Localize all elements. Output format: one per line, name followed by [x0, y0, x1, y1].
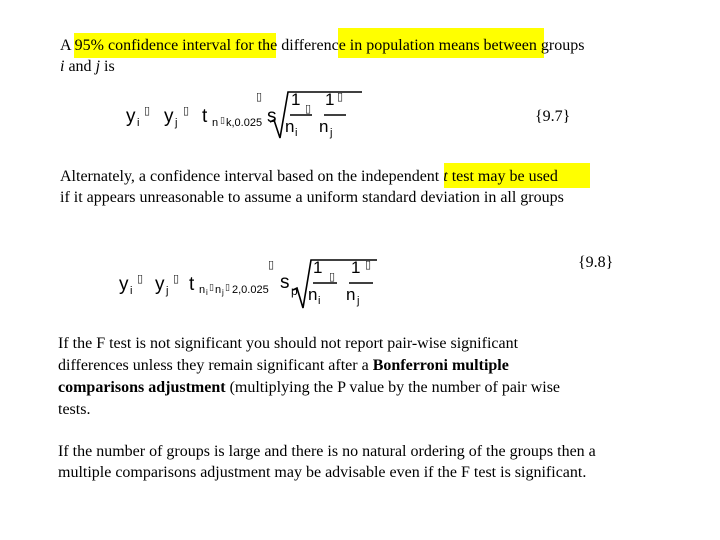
equation-number-9-8: {9.8} — [578, 254, 614, 271]
paragraph-1-line-2: i and j is — [60, 58, 115, 75]
paragraph-3-line-4: tests. — [58, 401, 91, 418]
equation-9-8: y i ▯ y j ▯ t n i ▯ n j ▯ 2,0.025 ▯ s p 1 n i ▯ 1 n j ▯ — [119, 258, 372, 307]
equation-9-8-radical — [291, 252, 381, 312]
paragraph-3-line-2: differences unless they remain significant after a Bonferroni multiple — [58, 357, 509, 374]
bold-comparisons-adjustment: comparisons adjustment — [58, 379, 226, 396]
paragraph-2-line-1: Alternately, a confidence interval based on the independent t test may be used — [60, 168, 558, 185]
paragraph-1-line-1: A 95% confidence interval for the difference in population means between groups — [60, 37, 585, 54]
paragraph-4-line-1: If the number of groups is large and there is no natural ordering of the groups then a — [58, 443, 596, 460]
paragraph-3-line-1: If the F test is not significant you should not report pair-wise significant — [58, 335, 519, 352]
highlighted-phrase-ci: 95% confidence interval for — [74, 37, 254, 54]
paragraph-2-line-2: if it appears unreasonable to assume a uniform standard deviation in all groups — [60, 189, 564, 206]
bold-bonferroni: Bonferroni multiple — [372, 357, 509, 374]
equation-9-7: y i ▯ y j ▯ t n ▯ k,0.025 ▯ s 1 n i ▯ 1 n j ▯ — [126, 90, 344, 139]
paragraph-3-line-3: comparisons adjustment (multiplying the P value by the number of pair wise — [58, 379, 561, 396]
equation-9-7-radical — [268, 88, 368, 144]
paragraph-4-line-2: multiple comparisons adjustment may be advisable even if the F test is significant. — [58, 464, 587, 481]
equation-number-9-7: {9.7} — [535, 108, 571, 125]
